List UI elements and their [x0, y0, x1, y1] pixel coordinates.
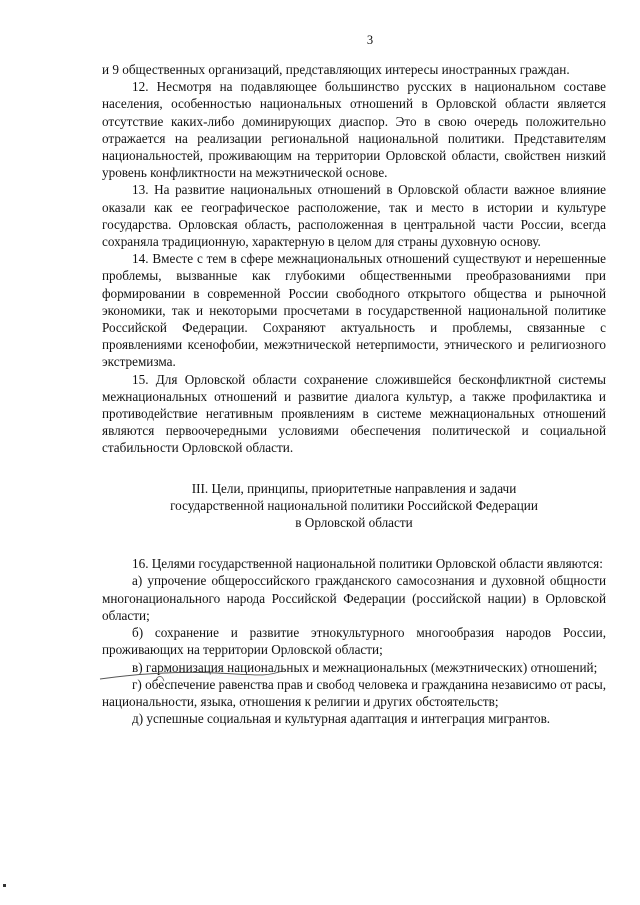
- section-heading-line-3: в Орловской области: [295, 515, 413, 531]
- paragraph-15: 15. Для Орловской области сохранение сложившейся бесконфликтной системы межнациональных отношений и развитие диалога культур, а также профилактика и противодействие негативным проявлениям в системе межнациональных отношений являются первоочередными условиями обеспечения политической и социальной стабильности Орловской области.: [102, 371, 606, 456]
- page-number: 3: [366, 33, 374, 47]
- section-heading: [102, 480, 606, 532]
- paragraph-16-b: б) сохранение и развитие этнокультурного многообразия народов России, проживающих на территории Орловской области;: [102, 625, 606, 658]
- section-heading-line-2: государственной национальной политики Российской Федерации: [170, 497, 538, 513]
- section-heading-line-1: III. Цели, принципы, приоритетные направления и задачи: [191, 480, 517, 496]
- body-bottom: [102, 555, 606, 727]
- paragraph-16-d: г) обеспечение равенства прав и свобод человека и гражданина независимо от расы, национальности, языка, отношения к религии и других обстоятельств;: [102, 676, 606, 709]
- scan-margin-mark: [3, 884, 6, 887]
- paragraph-16-a: а) упрочение общероссийского гражданского самосознания и духовной общности многонационального народа Российской Федерации (российской нации) в Орловской области;: [102, 573, 606, 623]
- paragraph-16-e: д) успешные социальная и культурная адаптация и интеграция мигрантов.: [132, 711, 551, 727]
- paragraph-16: 16. Целями государственной национальной политики Орловской области являются:: [132, 556, 603, 572]
- paragraph-12: 12. Несмотря на подавляющее большинство русских в национальном составе населения, особенностью национальных отношений в Орловской области является отсутствие каких-либо доминирующих диаспор. Это в свою очередь положительно отражается на реализации региональной национальной политики. Представителям национальностей, проживающим на территории Орловской области, свойствен низкий уровень конфликтности на межэтнической основе.: [102, 79, 606, 181]
- body-top: [102, 61, 606, 457]
- paragraph-13: 13. На развитие национальных отношений в Орловской области важное влияние оказали как ее географическое расположение, так и место в истории и культуре государства. Орловская область, расположенная в центральной части России, всегда сохраняла традиционную, характерную в целом для страны духовную основу.: [102, 182, 606, 250]
- paragraph-16-c: в) гармонизация национальных и межнациональных (межэтнических) отношений;: [132, 659, 598, 675]
- paragraph-14: 14. Вместе с тем в сфере межнациональных отношений существуют и нерешенные проблемы, вызванные как глубокими общественными преобразованиями при формировании в современной России свободного открытого общества и рыночной экономики, так и некоторыми просчетами в государственной национальной политике Российской Федерации. Сохраняют актуальность и проблемы, связанные с проявлениями ксенофобии, межэтнической нетерпимости, этнического и религиозного экстремизма.: [102, 251, 606, 370]
- paragraph-11-continuation: и 9 общественных организаций, представляющих интересы иностранных граждан.: [102, 62, 570, 77]
